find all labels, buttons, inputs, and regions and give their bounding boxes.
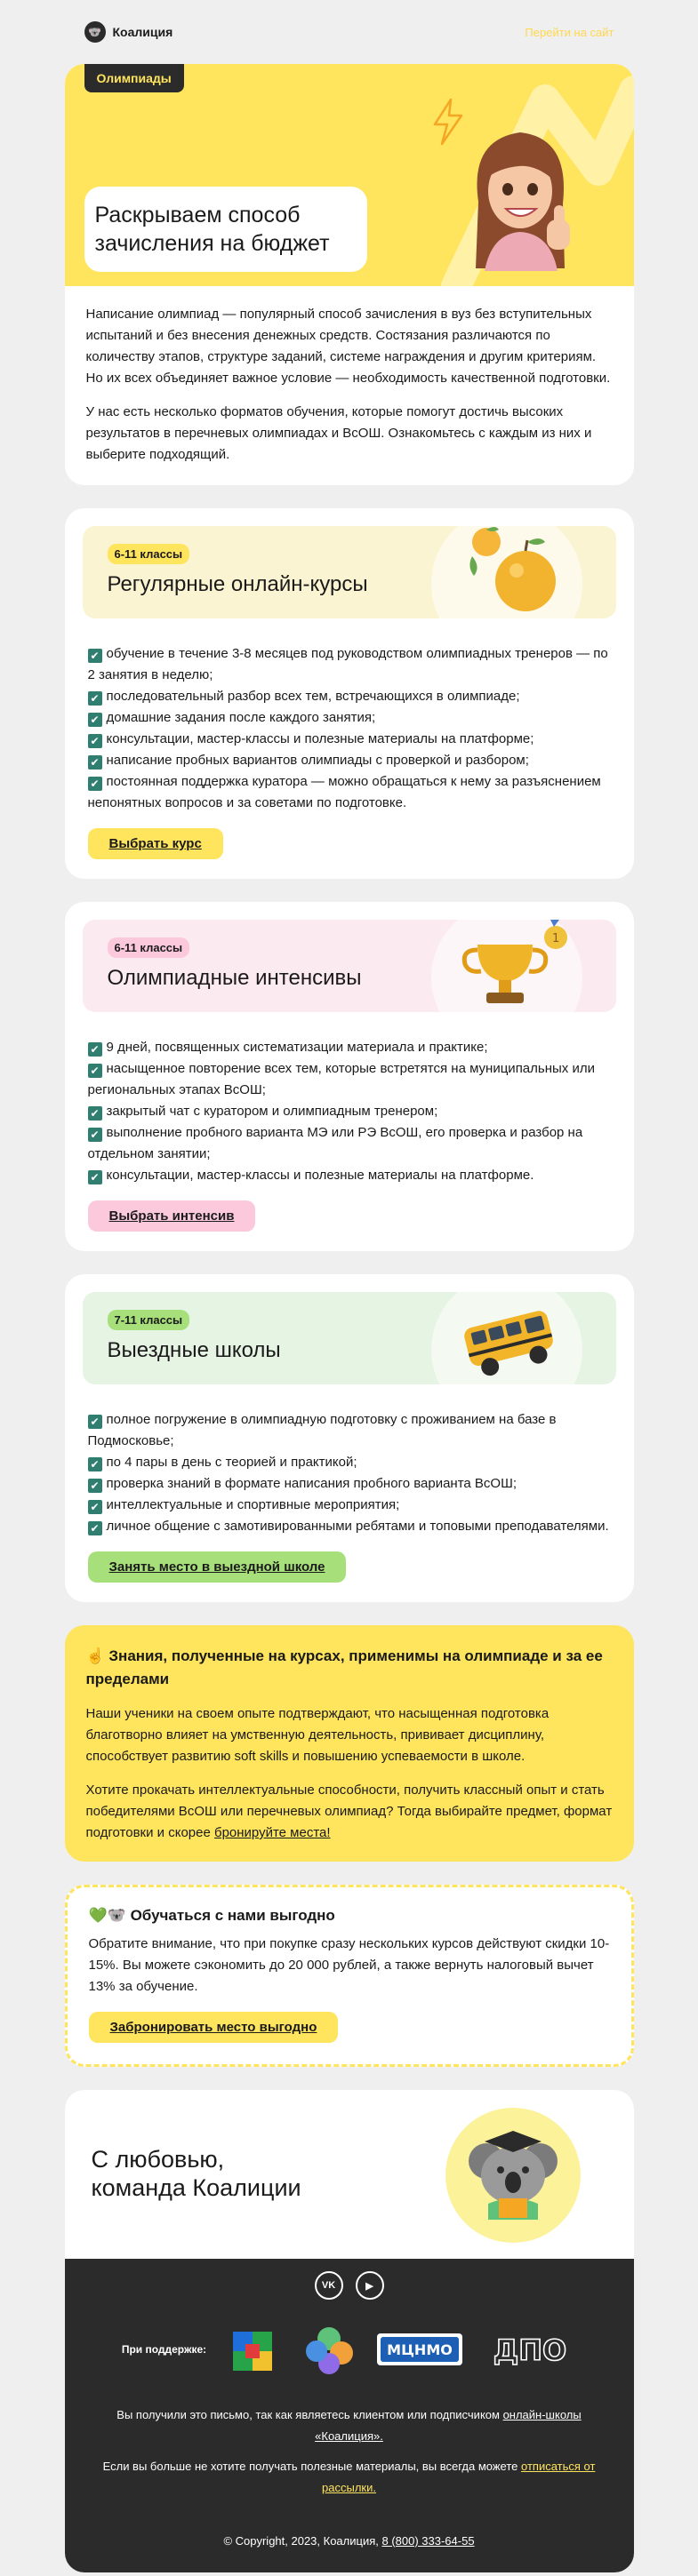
benefits-paragraph: Наши ученики на своем опыте подтверждают, что насыщенная подготовка благотворно влияет на умственную деятельность, прививает дисциплину, способствует развитию soft skills и повышению успеваемости в школе. <box>85 1706 550 1764</box>
feature-list <box>83 1409 616 1537</box>
supporters <box>90 2325 609 2374</box>
benefits-title: ☝ Знания, полученные на курсах, применимы на олимпиаде и за ее пределами <box>85 1647 603 1687</box>
checkmark-icon: ✔ <box>88 1479 102 1493</box>
list-item: ✔ закрытый чат с куратором и олимпиадным тренером; <box>88 1101 611 1122</box>
social-links <box>90 2271 609 2300</box>
list-item: ✔ полное погружение в олимпиадную подготовку с проживанием на базе в Подмосковье; <box>87 1412 557 1448</box>
brand-name: Коалиция <box>112 25 173 39</box>
list-item: ✔ проверка знаний в формате написания пробного варианта ВсОШ; <box>88 1473 611 1495</box>
pointing-finger-icon: ☝ <box>85 1647 105 1664</box>
checkmark-icon: ✔ <box>88 777 102 791</box>
book-discount-button[interactable]: Забронировать место выгодно <box>89 2012 339 2043</box>
school-link[interactable]: онлайн-школы «Коалиция». <box>315 2408 582 2443</box>
choose-intensive-button[interactable]: Выбрать интенсив <box>88 1200 256 1232</box>
copyright: © Copyright, 2023, Коалиция, 8 (800) 333-64-55 <box>223 2534 475 2548</box>
hero-intro <box>65 286 634 485</box>
subscription-note: Вы получили это письмо, так как являетесь клиентом или подписчиком онлайн-школы «Коалиция». <box>116 2408 582 2443</box>
trophy-icon <box>447 920 572 1012</box>
discount-block <box>65 1885 634 2067</box>
list-item: ✔ консультации, мастер-классы и полезные материалы на платформе. <box>88 1165 611 1186</box>
partner-name: ДПО <box>493 2333 567 2367</box>
list-item: ✔ последовательный разбор всех тем, встречающихся в олимпиаде; <box>88 686 611 707</box>
partner-name: МЦНМО <box>387 2341 453 2358</box>
checkmark-icon: ✔ <box>88 1064 102 1078</box>
course-header <box>83 920 616 1012</box>
partner-flower-logo-icon[interactable] <box>302 2325 356 2374</box>
list-item: ✔ 9 дней, посвященных систематизации материала и практике; <box>88 1037 611 1058</box>
hero-banner <box>65 64 634 286</box>
list-item: ✔ личное общение с замотивированными ребятами и топовыми преподавателями. <box>88 1516 611 1537</box>
youtube-icon[interactable]: ▶ <box>356 2271 384 2300</box>
feature-list <box>83 643 616 814</box>
list-item: ✔ постоянная поддержка куратора — можно обращаться к нему за разъяснением непонятных вопросов и за советами по подготовке. <box>87 774 601 810</box>
signature-text: С любовью, команда Коалиции <box>91 2146 301 2201</box>
list-item: ✔ интеллектуальные и спортивные мероприятия; <box>88 1495 611 1516</box>
girl-avatar-icon <box>465 122 581 277</box>
koala-mascot-icon <box>445 2108 581 2243</box>
checkmark-icon: ✔ <box>88 1457 102 1471</box>
category-tag: Олимпиады <box>84 64 184 92</box>
oranges-icon <box>447 526 572 618</box>
book-field-school-button[interactable]: Занять место в выездной школе <box>88 1551 347 1583</box>
checkmark-icon: ✔ <box>88 691 102 706</box>
course-card-field-school <box>65 1274 634 1602</box>
checkmark-icon: ✔ <box>88 1521 102 1535</box>
hero-card <box>65 64 634 485</box>
grade-badge: 7-11 классы <box>108 1310 190 1330</box>
list-item: ✔ по 4 пары в день с теорией и практикой; <box>88 1452 611 1473</box>
choose-course-button[interactable]: Выбрать курс <box>88 828 223 859</box>
intro-paragraph: У нас есть несколько форматов обучения, которые помогут достичь высоких результатов в перечневых олимпиадах и ВсОШ. Ознакомьтесь с каждым из них и выберите подходящий. <box>85 404 592 462</box>
list-item: ✔ обучение в течение 3-8 месяцев под руководством олимпиадных тренеров — по 2 занятия в неделю; <box>87 646 608 682</box>
partner-mcnmo-logo[interactable] <box>377 2332 462 2367</box>
list-item: ✔ консультации, мастер-классы и полезные материалы на платформе; <box>88 729 611 750</box>
benefits-paragraph: Хотите прокачать интеллектуальные способности, получить классный опыт и стать победителями ВсОШ или перечневых олимпиад? Тогда выбирайте предмет, формат подготовки и скорее бронируйте места! <box>85 1782 613 1840</box>
checkmark-icon: ✔ <box>88 1106 102 1121</box>
partner-dpo-logo[interactable] <box>484 2332 576 2367</box>
course-title: Регулярные онлайн-курсы <box>107 572 368 596</box>
koala-logo-icon: 🐨 <box>84 21 106 43</box>
discount-title: 💚🐨 Обучаться с нами выгодно <box>88 1907 335 1924</box>
partner-cube-logo-icon[interactable] <box>228 2325 281 2374</box>
brand[interactable] <box>84 21 173 43</box>
list-item: ✔ написание пробных вариантов олимпиады с проверкой и разбором; <box>88 750 611 771</box>
course-card-online <box>65 508 634 879</box>
checkmark-icon: ✔ <box>88 1170 102 1184</box>
vk-icon[interactable]: VK <box>315 2271 343 2300</box>
hero-title: Раскрываем способ зачисления на бюджет <box>84 187 367 272</box>
list-item: ✔ выполнение пробного варианта МЭ или РЭ ВсОШ, его проверка и разбор на отдельном занятии; <box>87 1125 583 1161</box>
course-card-intensive <box>65 902 634 1251</box>
list-item: ✔ домашние задания после каждого занятия; <box>88 707 611 729</box>
signature-block <box>65 2090 634 2259</box>
course-header <box>83 526 616 618</box>
checkmark-icon: ✔ <box>88 1128 102 1142</box>
benefits-block <box>65 1625 634 1862</box>
support-label: При поддержке: <box>121 2343 207 2356</box>
unsubscribe-note: Если вы больше не хотите получать полезные материалы, вы всегда можете отписаться от рассылки. <box>102 2460 596 2494</box>
discount-text: Обратите внимание, что при покупке сразу нескольких курсов действуют скидки 10-15%. Вы можете сэкономить до 20 000 рублей, а также вернуть налоговый вычет 13% за обучение. <box>88 1936 610 1994</box>
svg-text:1: 1 <box>551 932 559 945</box>
checkmark-icon: ✔ <box>88 734 102 748</box>
grade-badge: 6-11 классы <box>108 937 190 958</box>
course-title: Выездные школы <box>107 1338 281 1362</box>
checkmark-icon: ✔ <box>88 649 102 663</box>
feature-list <box>83 1037 616 1186</box>
intro-paragraph: Написание олимпиад — популярный способ зачисления в вуз без вступительных испытаний и без внесения денежных средств. Состязания различаются по количеству этапов, структуре заданий, системе награждения и другим критериям. Но их всех объединяет важное условие — необходимость качественной подготовки. <box>85 307 611 386</box>
footer <box>65 2259 634 2572</box>
checkmark-icon: ✔ <box>88 713 102 727</box>
school-bus-icon <box>447 1292 572 1384</box>
course-title: Олимпиадные интенсивы <box>107 966 362 990</box>
top-bar <box>65 0 634 64</box>
email-container <box>65 0 634 2572</box>
grade-badge: 6-11 классы <box>108 544 190 564</box>
unsubscribe-link[interactable]: отписаться от рассылки. <box>322 2460 596 2494</box>
book-places-link[interactable]: бронируйте места! <box>213 1825 331 1840</box>
go-to-site-link[interactable]: Перейти на сайт <box>525 25 614 39</box>
lightning-icon <box>429 98 467 146</box>
checkmark-icon: ✔ <box>88 1042 102 1057</box>
list-item: ✔ насыщенное повторение всех тем, которые встретятся на муниципальных или региональных этапах ВсОШ; <box>87 1061 595 1097</box>
course-header <box>83 1292 616 1384</box>
checkmark-icon: ✔ <box>88 1500 102 1514</box>
heart-koala-icon: 💚🐨 <box>88 1907 126 1924</box>
checkmark-icon: ✔ <box>88 755 102 770</box>
checkmark-icon: ✔ <box>88 1415 102 1429</box>
phone-link[interactable]: 8 (800) 333-64-55 <box>381 2534 475 2548</box>
